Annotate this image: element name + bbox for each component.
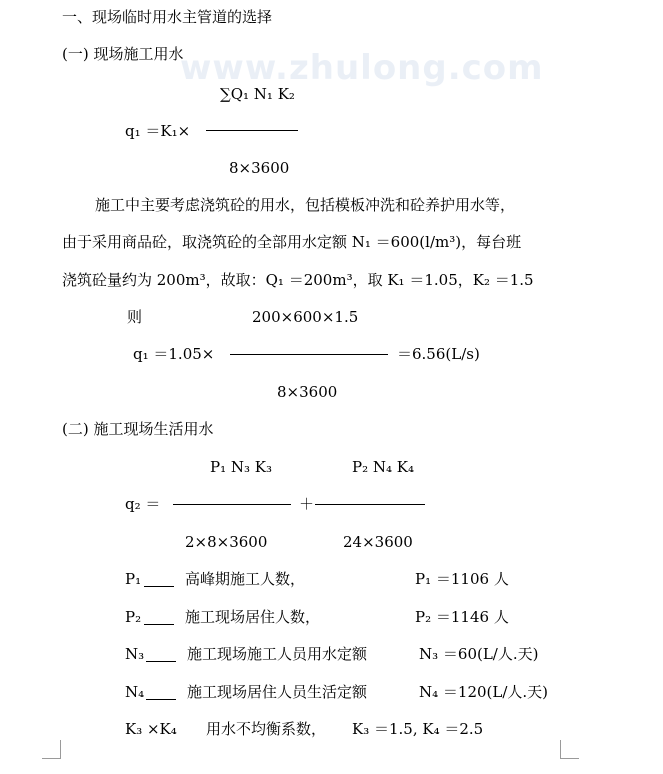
heading-1: 一、现场临时用水主管道的选择 [62,8,273,26]
def-underline [144,624,174,625]
paragraph-line-1: 施工中主要考虑浇筑砼的用水，包括模板冲洗和砼养护用水等， [95,196,516,214]
paragraph-line-2: 由于采用商品砼，取浇筑砼的全部用水定额 N₁ ＝600(l/m³)，每台班 [62,233,522,251]
formula-2-denominator-2: 24×3600 [343,533,413,551]
def-underline [146,699,176,700]
formula-1-fraction-bar [206,130,298,131]
def-value: P₂ ＝1146 人 [415,608,509,626]
def-symbol: P₁ [125,570,142,588]
coefficient-symbol: K₃ ×K₄ [125,720,177,738]
def-value: N₃ ＝60(L/人.天) [419,645,539,663]
def-description: 施工现场居住人员生活定额 [187,683,368,701]
def-description: 施工现场施工人员用水定额 [187,645,368,663]
formula-2-denominator-1: 2×8×3600 [185,533,268,551]
calc-lhs: q₁ ＝1.05× [133,345,215,363]
formula-2-numerator-1: P₁ N₃ K₃ [210,458,272,476]
coefficient-description: 用水不均衡系数， [206,720,327,738]
def-value: N₄ ＝120(L/人.天) [419,683,549,701]
def-symbol: N₃ [125,645,145,663]
then-label: 则 [127,308,143,326]
def-symbol: N₄ [125,683,145,701]
formula-2-plus: ＋ [299,495,315,513]
page-corner-mark-right [560,740,579,759]
def-description: 施工现场居住人数， [185,608,321,626]
watermark: www.zhulong.com [180,48,544,88]
section-2-title: (二) 施工现场生活用水 [62,420,214,438]
def-value: P₁ ＝1106 人 [415,570,509,588]
def-description: 高峰期施工人数， [185,570,306,588]
def-symbol: P₂ [125,608,142,626]
calc-denominator: 8×3600 [277,383,338,401]
section-1-title: (一) 现场施工用水 [62,45,184,63]
def-underline [144,586,174,587]
coefficient-value: K₃ ＝1.5, K₄ ＝2.5 [352,720,484,738]
calc-fraction-bar [230,354,388,355]
formula-1-lhs: q₁ ＝K₁× [125,122,191,140]
calc-result: ＝6.56(L/s) [397,345,480,363]
def-underline [146,661,176,662]
formula-2-fraction-bar-1 [173,504,291,505]
calc-numerator: 200×600×1.5 [252,308,359,326]
formula-2-numerator-2: P₂ N₄ K₄ [352,458,414,476]
formula-1-numerator: ∑Q₁ N₁ K₂ [220,85,295,103]
page-corner-mark-left [42,740,61,759]
formula-2-lhs: q₂ ＝ [125,495,161,513]
formula-1-denominator: 8×3600 [229,159,290,177]
formula-2-fraction-bar-2 [315,504,425,505]
paragraph-line-3: 浇筑砼量约为 200m³，故取：Q₁ ＝200m³，取 K₁ ＝1.05，K₂ ＝1.5 [62,271,534,289]
